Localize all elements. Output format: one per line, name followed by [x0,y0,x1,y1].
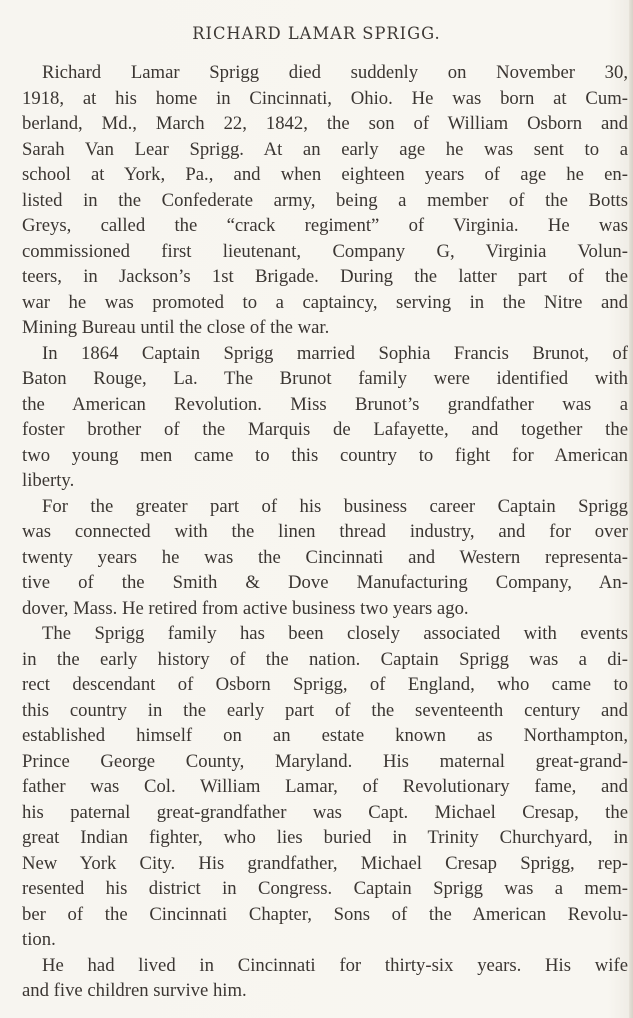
text-line: liberty. [22,470,75,491]
text-line: his paternal great-grandfather was Capt. Michael Cresap, the [22,801,628,823]
text-line: this country in the early part of the seventeenth century and [22,699,628,721]
text-line: ber of the Cincinnati Chapter, Sons of the American Revolu- [22,903,628,925]
text-line: Baton Rouge, La. The Brunot family were identified with [22,368,628,389]
text-line: teers, in Jackson’s 1st Brigade. During the latter part of the [22,266,628,287]
text-line: school at York, Pa., and when eighteen years of age he en- [22,164,628,185]
text-line: 1918, at his home in Cincinnati, Ohio. He was born at Cum- [22,87,628,109]
page-edge-shadow [629,0,633,1018]
text-line: tion. [22,929,56,950]
text-line: father was Col. William Lamar, of Revolutionary fame, and [22,776,628,797]
text-line: Mining Bureau until the close of the war. [22,317,330,338]
text-line: and five children survive him. [22,980,247,1001]
text-line: dover, Mass. He retired from active business two years ago. [22,597,469,619]
text-line: commissioned first lieutenant, Company G, Virginia Volun- [22,240,628,262]
text-line: was connected with the linen thread industry, and for over [22,521,628,542]
page-title: RICHARD LAMAR SPRIGG. [192,24,441,43]
text-line: the American Revolution. Miss Brunot’s grandfather was a [22,393,628,415]
text-line: Greys, called the “crack regiment” of Virginia. He was [22,215,628,236]
body-text [22,60,628,1004]
text-line: rect descendant of Osborn Sprigg, of England, who came to [22,674,628,695]
text-line: Richard Lamar Sprigg died suddenly on November 30, [42,62,628,83]
text-line: war he was promoted to a captaincy, serving in the Nitre and [22,291,628,313]
text-line: established himself on an estate known as Northampton, [22,725,628,746]
text-line: tive of the Smith & Dove Manufacturing Company, An- [22,572,628,593]
text-line: In 1864 Captain Sprigg married Sophia Francis Brunot, of [42,342,628,364]
text-line: berland, Md., March 22, 1842, the son of William Osborn and [22,113,628,134]
text-line: Sarah Van Lear Sprigg. At an early age he was sent to a [22,138,628,160]
text-line: in the early history of the nation. Captain Sprigg was a di- [22,648,628,670]
text-line: He had lived in Cincinnati for thirty-six years. His wife [42,954,628,976]
text-line: great Indian fighter, who lies buried in Trinity Churchyard, in [22,827,628,848]
text-line: foster brother of the Marquis de Lafayette, and together the [22,419,628,440]
text-line: For the greater part of his business career Captain Sprigg [42,495,628,517]
text-line: two young men came to this country to fight for American [22,444,628,466]
text-line: Prince George County, Maryland. His maternal great-grand- [22,750,628,772]
text-line: The Sprigg family has been closely associated with events [42,623,628,644]
text-line: listed in the Confederate army, being a member of the Botts [22,189,628,211]
text-line: twenty years he was the Cincinnati and Western representa- [22,546,628,568]
text-line: New York City. His grandfather, Michael Cresap Sprigg, rep- [22,852,628,874]
text-line: resented his district in Congress. Captain Sprigg was a mem- [22,878,628,899]
